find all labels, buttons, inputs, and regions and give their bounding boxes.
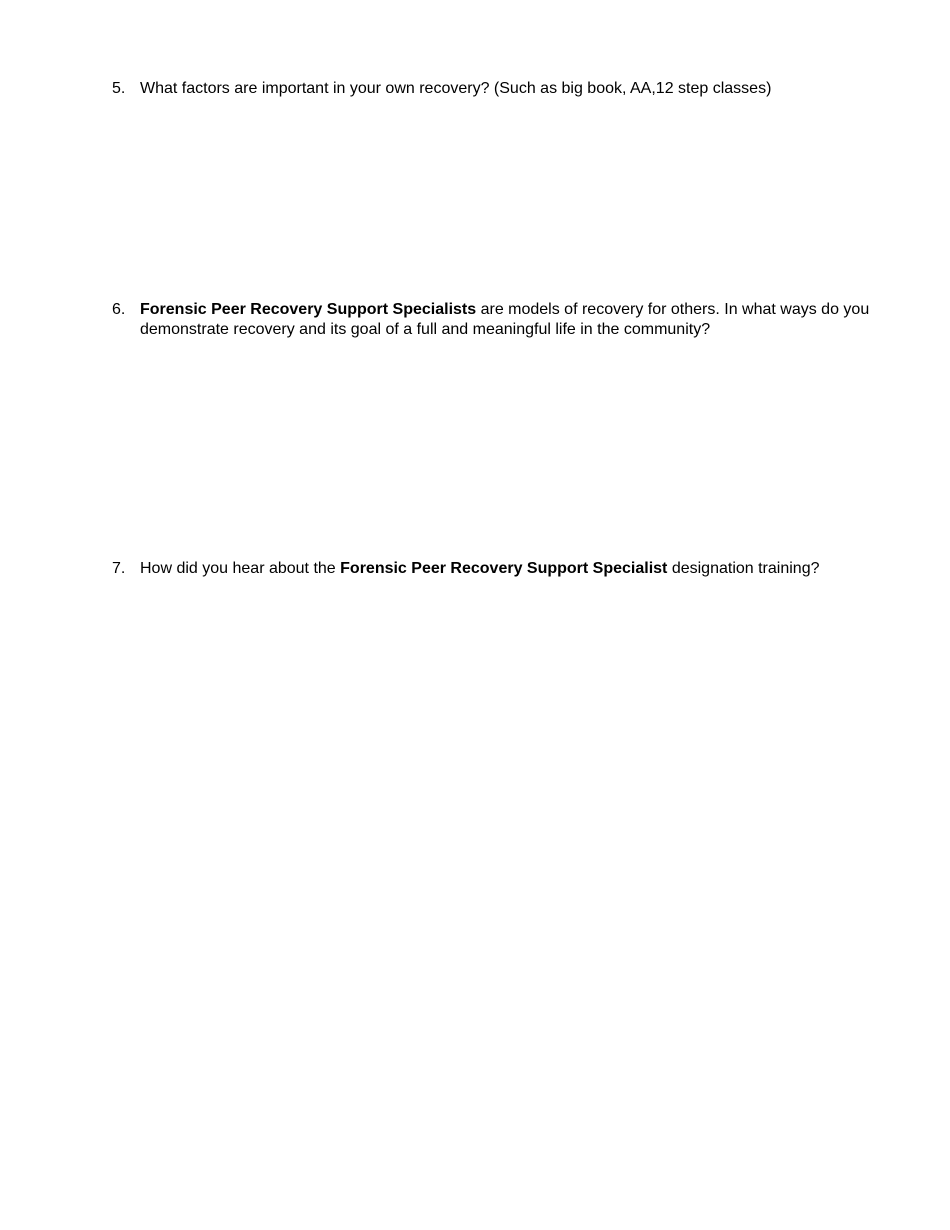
question-6-text: are models of recovery for others. In what ways do you demonstrate recovery and its goal of a full and meaningful life in the community?	[140, 301, 870, 338]
question-5	[112, 79, 872, 99]
question-5-text: What factors are important in your own recovery? (Such as big book, AA,12 step classes)	[140, 80, 772, 97]
question-text	[140, 79, 872, 99]
answer-area-5[interactable]	[140, 110, 860, 280]
answer-area-7[interactable]	[140, 590, 860, 1150]
question-7-text-before: How did you hear about the	[140, 560, 341, 577]
program-title-bold: Forensic Peer Recovery Support Specialist	[340, 560, 668, 577]
question-number: 5.	[112, 80, 126, 97]
question-number: 7.	[112, 560, 126, 577]
question-text	[140, 559, 872, 579]
question-7	[112, 559, 872, 579]
question-number: 6.	[112, 301, 126, 318]
question-7-text-after: designation training?	[667, 560, 820, 577]
answer-area-6[interactable]	[140, 350, 860, 540]
question-6	[112, 300, 872, 340]
question-text	[140, 300, 872, 340]
program-title-bold: Forensic Peer Recovery Support Specialists	[140, 301, 477, 318]
